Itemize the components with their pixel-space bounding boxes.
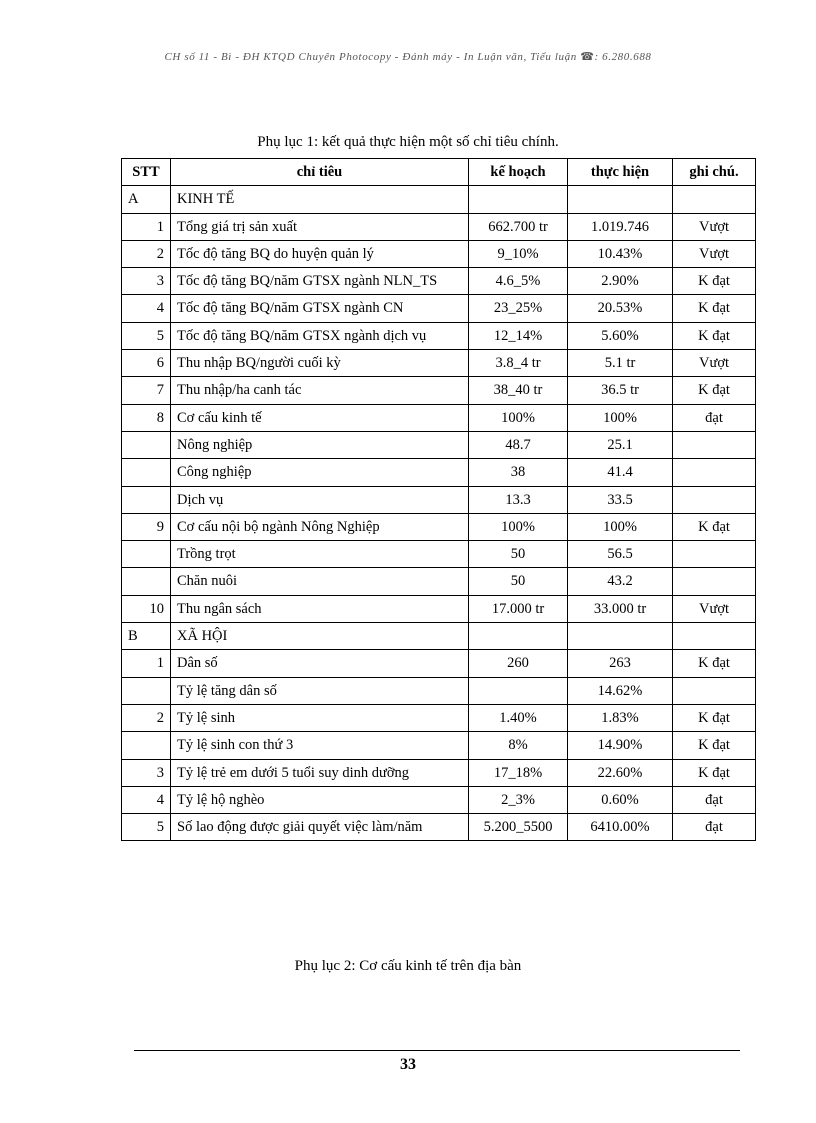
cell-actual — [568, 186, 673, 213]
cell-stt: 2 — [122, 240, 171, 267]
table-row — [122, 650, 756, 677]
cell-plan — [469, 623, 568, 650]
cell-actual: 263 — [568, 650, 673, 677]
table-row — [122, 568, 756, 595]
cell-plan: 12_14% — [469, 322, 568, 349]
header-actual: thực hiện — [568, 159, 673, 186]
cell-note: K đạt — [673, 704, 756, 731]
cell-indicator: Số lao động được giải quyết việc làm/năm — [171, 814, 469, 841]
table-row — [122, 786, 756, 813]
cell-actual: 5.1 tr — [568, 350, 673, 377]
cell-plan: 23_25% — [469, 295, 568, 322]
cell-indicator: Cơ cấu nội bộ ngành Nông Nghiệp — [171, 513, 469, 540]
cell-note: K đạt — [673, 650, 756, 677]
table-row — [122, 814, 756, 841]
cell-note: K đạt — [673, 295, 756, 322]
cell-stt: 4 — [122, 295, 171, 322]
cell-actual: 20.53% — [568, 295, 673, 322]
cell-stt: 1 — [122, 650, 171, 677]
table-body — [122, 186, 756, 841]
cell-indicator: Tỷ lệ sinh — [171, 704, 469, 731]
cell-stt — [122, 431, 171, 458]
cell-note — [673, 623, 756, 650]
cell-note: Vượt — [673, 240, 756, 267]
cell-note: Vượt — [673, 350, 756, 377]
cell-plan — [469, 186, 568, 213]
cell-actual: 56.5 — [568, 541, 673, 568]
cell-indicator: XÃ HỘI — [171, 623, 469, 650]
cell-note: đạt — [673, 786, 756, 813]
table-row — [122, 486, 756, 513]
cell-indicator: Thu nhập BQ/người cuối kỳ — [171, 350, 469, 377]
cell-plan: 50 — [469, 541, 568, 568]
cell-indicator: Tỷ lệ hộ nghèo — [171, 786, 469, 813]
cell-note — [673, 186, 756, 213]
cell-stt — [122, 541, 171, 568]
table-row — [122, 704, 756, 731]
cell-stt — [122, 459, 171, 486]
cell-stt: 8 — [122, 404, 171, 431]
cell-note — [673, 431, 756, 458]
cell-plan: 8% — [469, 732, 568, 759]
cell-note — [673, 541, 756, 568]
cell-indicator: Công nghiệp — [171, 459, 469, 486]
cell-note — [673, 568, 756, 595]
cell-actual: 33.5 — [568, 486, 673, 513]
table-row — [122, 623, 756, 650]
cell-stt: 5 — [122, 322, 171, 349]
cell-stt — [122, 732, 171, 759]
table-row — [122, 213, 756, 240]
cell-indicator: Tốc độ tăng BQ/năm GTSX ngành dịch vụ — [171, 322, 469, 349]
cell-stt: 2 — [122, 704, 171, 731]
cell-stt: 1 — [122, 213, 171, 240]
cell-stt: 6 — [122, 350, 171, 377]
header-phone: : 6.280.688 — [594, 51, 652, 63]
page-header — [0, 50, 816, 63]
cell-plan: 662.700 tr — [469, 213, 568, 240]
cell-indicator: Trồng trọt — [171, 541, 469, 568]
cell-note — [673, 677, 756, 704]
cell-note: K đạt — [673, 268, 756, 295]
cell-plan: 13.3 — [469, 486, 568, 513]
table-row — [122, 377, 756, 404]
table-row — [122, 404, 756, 431]
cell-indicator: Thu nhập/ha canh tác — [171, 377, 469, 404]
table-row — [122, 595, 756, 622]
cell-note: K đạt — [673, 759, 756, 786]
cell-note: K đạt — [673, 377, 756, 404]
cell-actual: 14.90% — [568, 732, 673, 759]
table-row — [122, 268, 756, 295]
cell-plan: 38_40 tr — [469, 377, 568, 404]
cell-actual: 36.5 tr — [568, 377, 673, 404]
cell-stt — [122, 677, 171, 704]
cell-actual: 10.43% — [568, 240, 673, 267]
cell-indicator: Tốc độ tăng BQ do huyện quản lý — [171, 240, 469, 267]
cell-indicator: KINH TẾ — [171, 186, 469, 213]
cell-plan: 48.7 — [469, 431, 568, 458]
cell-note: K đạt — [673, 513, 756, 540]
cell-actual: 22.60% — [568, 759, 673, 786]
cell-actual: 0.60% — [568, 786, 673, 813]
header-stt: STT — [122, 159, 171, 186]
table-row — [122, 759, 756, 786]
cell-actual: 14.62% — [568, 677, 673, 704]
table-row — [122, 295, 756, 322]
cell-stt: 5 — [122, 814, 171, 841]
cell-stt: 9 — [122, 513, 171, 540]
cell-actual: 1.019.746 — [568, 213, 673, 240]
cell-plan: 4.6_5% — [469, 268, 568, 295]
header-indicator: chỉ tiêu — [171, 159, 469, 186]
cell-actual: 41.4 — [568, 459, 673, 486]
cell-plan: 2_3% — [469, 786, 568, 813]
cell-stt — [122, 486, 171, 513]
cell-plan: 5.200_5500 — [469, 814, 568, 841]
page-number: 33 — [400, 1056, 416, 1073]
cell-actual — [568, 623, 673, 650]
cell-indicator: Tốc độ tăng BQ/năm GTSX ngành CN — [171, 295, 469, 322]
table-row — [122, 350, 756, 377]
results-table — [121, 158, 756, 841]
cell-plan: 17_18% — [469, 759, 568, 786]
table-row — [122, 240, 756, 267]
cell-stt: 7 — [122, 377, 171, 404]
cell-plan: 17.000 tr — [469, 595, 568, 622]
table-row — [122, 459, 756, 486]
cell-stt: B — [122, 623, 171, 650]
cell-actual: 1.83% — [568, 704, 673, 731]
cell-note: đạt — [673, 814, 756, 841]
table-row — [122, 186, 756, 213]
phone-icon: ☎ — [580, 51, 595, 63]
cell-note — [673, 459, 756, 486]
table-header-row — [122, 159, 756, 186]
cell-actual: 33.000 tr — [568, 595, 673, 622]
cell-plan: 9_10% — [469, 240, 568, 267]
cell-indicator: Nông nghiệp — [171, 431, 469, 458]
table-row — [122, 677, 756, 704]
cell-indicator: Thu ngân sách — [171, 595, 469, 622]
header-note: ghi chú. — [673, 159, 756, 186]
cell-plan: 38 — [469, 459, 568, 486]
cell-stt: 3 — [122, 759, 171, 786]
header-plan: kế hoạch — [469, 159, 568, 186]
cell-plan: 100% — [469, 404, 568, 431]
table-row — [122, 431, 756, 458]
cell-actual: 2.90% — [568, 268, 673, 295]
cell-indicator: Tốc độ tăng BQ/năm GTSX ngành NLN_TS — [171, 268, 469, 295]
appendix-1-caption: Phụ lục 1: kết quả thực hiện một số chỉ tiêu chính. — [257, 134, 559, 150]
cell-indicator: Tỷ lệ tăng dân số — [171, 677, 469, 704]
cell-stt: 3 — [122, 268, 171, 295]
cell-indicator: Dịch vụ — [171, 486, 469, 513]
cell-plan: 3.8_4 tr — [469, 350, 568, 377]
cell-note — [673, 486, 756, 513]
cell-note: K đạt — [673, 732, 756, 759]
cell-indicator: Dân số — [171, 650, 469, 677]
cell-stt: 10 — [122, 595, 171, 622]
cell-note: Vượt — [673, 595, 756, 622]
table-row — [122, 732, 756, 759]
cell-indicator: Tỷ lệ sinh con thứ 3 — [171, 732, 469, 759]
table-row — [122, 513, 756, 540]
cell-plan — [469, 677, 568, 704]
cell-actual: 100% — [568, 404, 673, 431]
cell-actual: 25.1 — [568, 431, 673, 458]
cell-actual: 6410.00% — [568, 814, 673, 841]
footer-divider — [134, 1050, 740, 1051]
table-row — [122, 541, 756, 568]
cell-indicator: Cơ cấu kinh tế — [171, 404, 469, 431]
table-row — [122, 322, 756, 349]
cell-indicator: Tổng giá trị sản xuất — [171, 213, 469, 240]
cell-plan: 50 — [469, 568, 568, 595]
cell-note: đạt — [673, 404, 756, 431]
cell-plan: 260 — [469, 650, 568, 677]
cell-indicator: Tỷ lệ trẻ em dưới 5 tuổi suy dinh dưỡng — [171, 759, 469, 786]
header-text: CH số 11 - Bì - ĐH KTQD Chuyên Photocopy - Đánh máy - In Luận văn, Tiểu luận — [164, 51, 577, 63]
cell-actual: 5.60% — [568, 322, 673, 349]
cell-stt: 4 — [122, 786, 171, 813]
cell-actual: 43.2 — [568, 568, 673, 595]
cell-note: Vượt — [673, 213, 756, 240]
cell-note: K đạt — [673, 322, 756, 349]
appendix-2-caption: Phụ lục 2: Cơ cấu kinh tế trên địa bàn — [294, 958, 522, 974]
cell-stt — [122, 568, 171, 595]
cell-plan: 100% — [469, 513, 568, 540]
cell-stt: A — [122, 186, 171, 213]
cell-actual: 100% — [568, 513, 673, 540]
cell-indicator: Chăn nuôi — [171, 568, 469, 595]
cell-plan: 1.40% — [469, 704, 568, 731]
